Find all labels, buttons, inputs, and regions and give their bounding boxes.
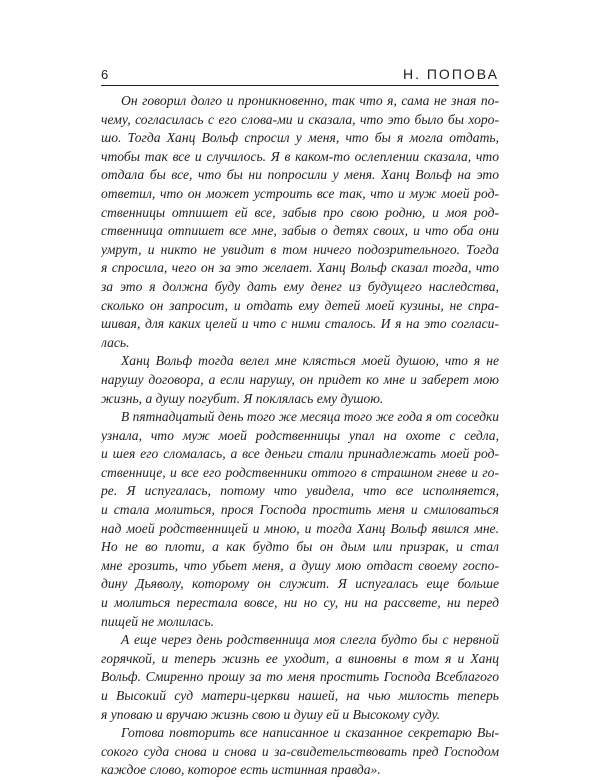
text-line: за это я должна буду дать ему денег из будущего наследства, [101, 278, 499, 294]
text-line: сколько он запросит, и отдать ему детей моей кузины, не спра- [101, 297, 499, 313]
text-line: ственнице, и все его родственники оттого в страшном гневе и го- [101, 464, 499, 480]
text-line: ственница отпишет все мне, забыв о детях своих, и что оба они [101, 223, 499, 239]
header-rule [101, 85, 499, 86]
text-line: и Высокий суд матери-церкви нашей, на чью милость теперь [101, 688, 499, 703]
text-line: чему, согласилась с его слова-ми и сказала, что это было бы хоро- [101, 111, 499, 127]
running-head: Н. ПОПОВА [402, 66, 499, 82]
text-line: и стала молиться, прося Господа простить меня и смиловаться [101, 502, 499, 518]
text-line: пищей не молилась. [101, 613, 214, 629]
text-line: Готова повторить все написанное и сказанное секретарю Вы- [121, 725, 499, 741]
text-line: горячкой, и теперь жизнь ее уходит, а виновны в том я и Ханц [101, 650, 499, 666]
text-line: я уповаю и вручаю жизнь свою и душу ей и Высокому суду. [101, 706, 441, 722]
text-line: шивая, для каких целей и что с ними сталось. И я на это согласи- [101, 316, 499, 332]
text-line: В пятнадцатый день того же месяца того же года я от соседки [121, 409, 499, 425]
body-text [101, 92, 499, 780]
text-line: ственницы отпишет ей все, забыв про свою родню, и моя род- [101, 204, 499, 220]
text-line: дину Дьяволу, которому он служит. Я испугалась еще больше [101, 576, 499, 592]
text-line: над моей родственницей и мною, и тогда Ханц Вольф явился мне. [101, 520, 499, 536]
text-line: каждое слово, которое есть истинная правда». [101, 762, 381, 778]
text-line: Он говорил долго и проникновенно, так что я, сама не зная по- [121, 93, 499, 108]
text-line: жизнь, а душу погубит. Я поклялась ему душою. [101, 390, 384, 406]
text-line: ре. Я испугалась, потому что увидела, что все исполняется, [101, 483, 499, 499]
page-number: 6 [101, 67, 109, 82]
text-line: А еще через день родственница моя слегла будто бы с нервной [121, 632, 499, 648]
text-line: мне грозить, что убьет меня, а душу мою отдаст своему госпо- [101, 557, 499, 573]
text-line: Вольф. Смиренно прошу за то меня простить Господа Всеблагого [101, 669, 499, 685]
text-line: сокого суда снова и снова и за-свидетельствовать пред Господом [101, 743, 499, 759]
text-line: Но не во плоти, а как будто бы он дым или призрак, и стал [101, 539, 499, 555]
text-line: и шея его сломалась, а все деньги стали принадлежать моей род- [101, 446, 499, 462]
text-line: и молиться перестала вовсе, ни но су, ни на рассвете, ни перед [101, 595, 499, 611]
text-line: нарушу договора, а если нарушу, он придет ко мне и заберет мою [101, 371, 499, 387]
text-line: шо. Тогда Ханц Вольф спросил у меня, что бы я могла отдать, [101, 130, 499, 146]
text-line: отдала бы все, что бы ни попросили у меня. Ханц Вольф на это [101, 167, 499, 183]
text-line: ответил, что он может устроить все так, что и муж моей род- [101, 185, 499, 201]
text-line: я спросила, чего он за это желает. Ханц Вольф сказал тогда, что [101, 260, 499, 276]
page-header [0, 0, 600, 100]
text-line: чтобы так все и случилось. Я в каком-то ослеплении сказала, что [101, 148, 499, 164]
text-line: Ханц Вольф тогда велел мне клясться моей душою, что я не [121, 353, 499, 369]
text-line: умрут, и никто не увидит в том ничего подозрительного. Тогда [101, 241, 499, 257]
text-line: лась. [101, 334, 130, 350]
text-line: узнала, что муж моей родственницы упал на охоте с седла, [101, 427, 499, 443]
